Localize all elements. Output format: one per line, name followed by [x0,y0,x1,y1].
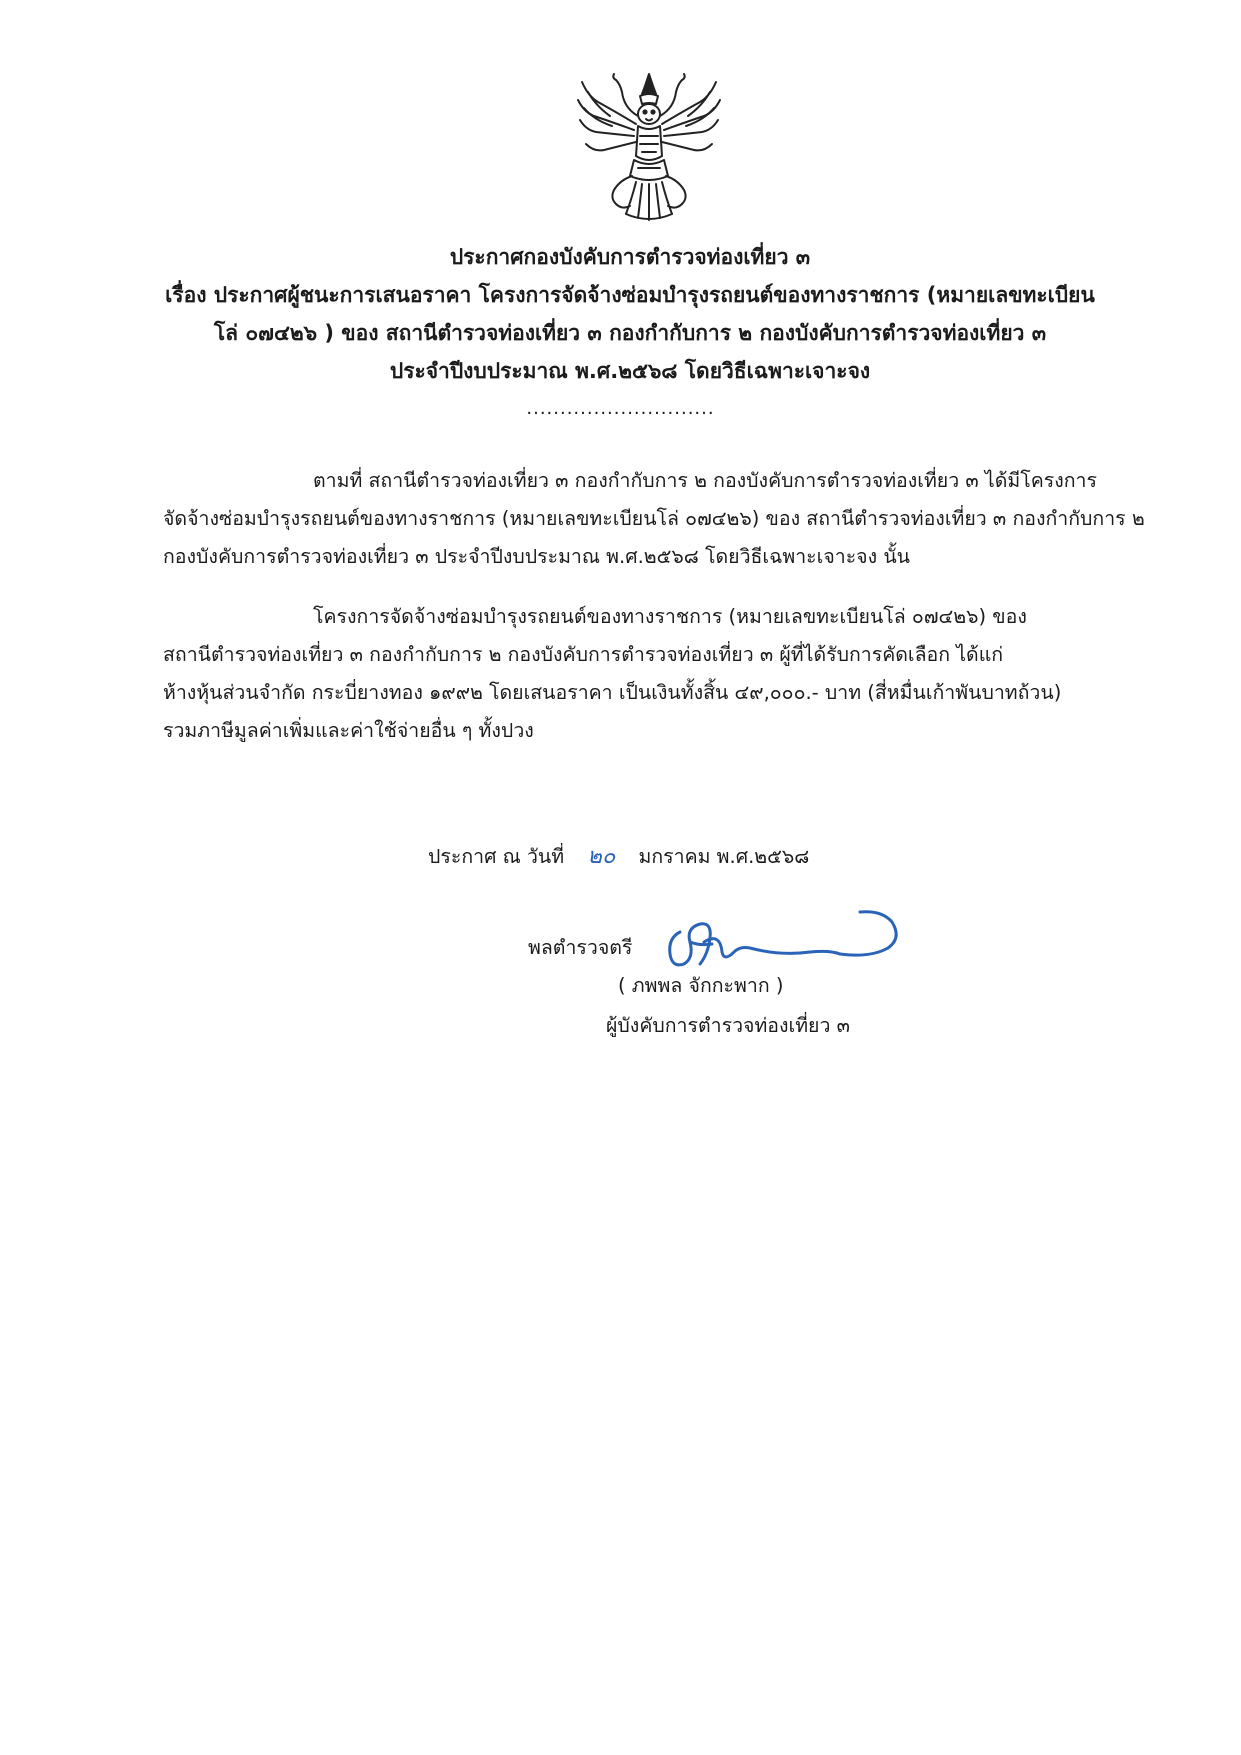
announcement-date [428,838,809,873]
paragraph-1-line-1: ตามที่ สถานีตำรวจท่องเที่ยว ๓ กองกำกับการ ๒ กองบังคับการตำรวจท่องเที่ยว ๓ ได้มีโครงการ [313,469,1097,492]
paragraph-winner [163,598,1121,750]
title-line-2: เรื่อง ประกาศผู้ชนะการเสนอราคา โครงการจัดจ้างซ่อมบำรุงรถยนต์ของทางราชการ (หมายเลขทะเบียน [165,283,1095,307]
signer-position: ผู้บังคับการตำรวจท่องเที่ยว ๓ [606,1014,850,1037]
paragraph-1-line-3: กองบังคับการตำรวจท่องเที่ยว ๓ ประจำปีงบประมาณ พ.ศ.๒๕๖๘ โดยวิธีเฉพาะเจาะจง นั้น [163,545,910,568]
signer-name: ( ภพพล จักกะพาก ) [618,974,784,997]
handwritten-signature-icon [660,902,910,978]
paragraph-2-line-2: สถานีตำรวจท่องเที่ยว ๓ กองกำกับการ ๒ กองบังคับการตำรวจท่องเที่ยว ๓ ผู้ที่ได้รับการคัดเลือก ได้แก่ [163,643,1004,666]
paragraph-2-line-3: ห้างหุ้นส่วนจำกัด กระบี่ยางทอง ๑๙๙๒ โดยเสนอราคา เป็นเงินทั้งสิ้น ๔๙,๐๐๐.- บาท (สี่หมื่นเก้าพันบาทถ้วน) [163,681,1062,704]
paragraph-1-line-2: จัดจ้างซ่อมบำรุงรถยนต์ของทางราชการ (หมายเลขทะเบียนโล่ ๐๗๔๒๖) ของ สถานีตำรวจท่องเที่ยว ๓ กองกำกับการ ๒ [163,507,1145,530]
paragraph-background [163,462,1145,576]
signer-rank: พลตำรวจตรี [528,936,633,959]
title-separator: ............................ [526,398,715,419]
paragraph-2-line-4: รวมภาษีมูลค่าเพิ่มและค่าใช้จ่ายอื่น ๆ ทั้งปวง [163,719,534,742]
announcement-title [150,238,1110,390]
date-prefix: ประกาศ ณ วันที่ [428,845,565,868]
date-month-year: มกราคม พ.ศ.๒๕๖๘ [638,845,810,868]
date-day-handwritten: ๒๐ [587,844,616,869]
title-line-4: ประจำปีงบประมาณ พ.ศ.๒๕๖๘ โดยวิธีเฉพาะเจาะจง [389,359,871,383]
garuda-emblem-icon [576,72,722,222]
paragraph-2-line-1: โครงการจัดจ้างซ่อมบำรุงรถยนต์ของทางราชการ (หมายเลขทะเบียนโล่ ๐๗๔๒๖) ของ [313,605,1027,628]
title-line-1: ประกาศกองบังคับการตำรวจท่องเที่ยว ๓ [449,245,811,269]
title-line-3: โล่ ๐๗๔๒๖ ) ของ สถานีตำรวจท่องเที่ยว ๓ กองกำกับการ ๒ กองบังคับการตำรวจท่องเที่ยว ๓ [213,321,1047,345]
